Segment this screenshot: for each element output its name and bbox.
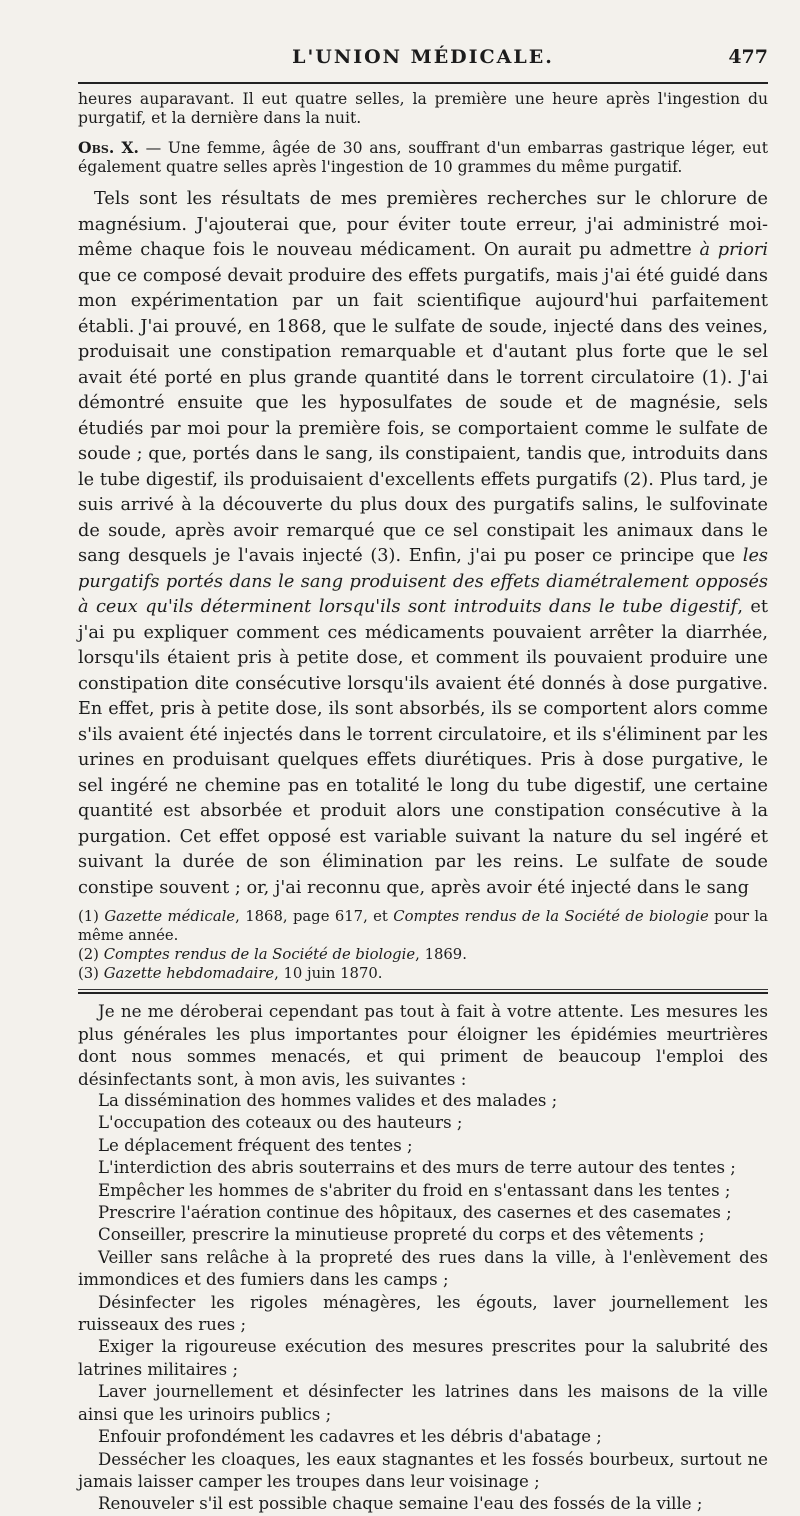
page [78, 42, 768, 1516]
list-item: L'interdiction des abris souterrains et des murs de terre autour des tentes ; [98, 1158, 736, 1178]
list-item: Exiger la rigoureuse exécution des mesures prescrites pour la salubrité des latrines militaires ; [78, 1337, 768, 1379]
list-item: Veiller sans relâche à la propreté des rues dans la ville, à l'enlèvement des immondices et des fumiers dans les camps ; [78, 1247, 768, 1290]
section-divider [78, 989, 768, 994]
observation-x [78, 138, 768, 177]
footnotes [78, 907, 768, 983]
list-item: Laver journellement et désinfecter les latrines dans les maisons de la ville ainsi que les urinoirs publics ; [78, 1382, 768, 1424]
section-measures [78, 1000, 768, 1516]
page-number: 477 [728, 46, 768, 68]
intro-paragraph: heures auparavant. Il eut quatre selles, la première une heure après l'ingestion du purgatif, et la dernière dans la nuit. [78, 90, 768, 127]
section-intro: Je ne me déroberai cependant pas tout à fait à votre attente. Les mesures les plus générales les plus importantes pour éloigner les épidémies meurtrières dont nous sommes menacés, et qui priment de beaucoup l'emploi des désinfectants sont, à mon avis, les suivantes : [78, 1001, 768, 1089]
observation-text: — Une femme, âgée de 30 ans, souffrant d'un embarras gastrique léger, eut également quatre selles après l'ingestion de 10 grammes du même purgatif. [78, 139, 768, 176]
list-item: L'occupation des coteaux ou des hauteurs ; [98, 1113, 463, 1133]
list-item: Prescrire l'aération continue des hôpitaux, des casernes et des casemates ; [98, 1203, 732, 1223]
main-text-1: Tels sont les résultats de mes premières recherches sur le chlorure de magnésium. J'ajouterai que, pour éviter toute erreur, j'ai administré moi-même chaque fois le nouveau médicament. On aurait pu admettre [78, 189, 768, 260]
list-item: Désinfecter les rigoles ménagères, les égouts, laver journellement les ruisseaux des rues ; [78, 1292, 768, 1335]
main-text-2: que ce composé devait produire des effets purgatifs, mais j'ai été guidé dans mon expérimentation par un fait scientifique aujourd'hui parfaitement établi. J'ai prouvé, en 1868, que le sulfate de soude, injecté dans des veines, produisait une constipation remarquable et d'autant plus forte que le sel avait été porté en plus grande quantité dans le torrent circulatoire (1). J'ai démontré ensuite que les hyposulfates de soude et de magnésie, sels étudiés par moi pour la première fois, se comportaient comme le sulfate de soude ; que, portés dans le sang, ils constipaient, tandis que, introduits dans le tube digestif, ils produisaient d'excellents effets purgatifs (2). Plus tard, je suis arrivé à la découverte du plus doux des purgatifs salins, le sulfovinate de soude, après avoir remarqué que ce sel constipait les animaux dans le sang desquels je l'avais injecté (3). Enfin, j'ai pu poser ce principe que [78, 265, 768, 566]
list-item: Conseiller, prescrire la minutieuse propreté du corps et des vêtements ; [98, 1225, 705, 1245]
list-item: Empêcher les hommes de s'abriter du froid en s'entassant dans les tentes ; [98, 1180, 731, 1200]
footnote-2: (2) Comptes rendus de la Société de biologie, 1869. [78, 946, 467, 963]
main-text-3: , et j'ai pu expliquer comment ces médicaments pouvaient arrêter la diarrhée, lorsqu'ils étaient pris à petite dose, et comment ils pouvaient produire une constipation dite consécutive lorsqu'ils avaient été donnés à dose purgative. En effet, pris à petite dose, ils sont absorbés, ils se comportent alors comme s'ils avaient été injectés dans le torrent circulatoire, et ils s'éliminent par les urines en produisant quelques effets diurétiques. Pris à dose purgative, le sel ingéré ne chemine pas en totalité le long du tube digestif, une certaine quantité est absorbée et produit alors une constipation consécutive à la purgation. Cet effet opposé est variable suivant la nature du sel ingéré et suivant la durée de son élimination par les reins. Le sulfate de soude constipe souvent ; or, j'ai reconnu que, après avoir été injecté dans le sang [78, 597, 768, 898]
list-item: Dessécher les cloaques, les eaux stagnantes et les fossés bourbeux, surtout ne jamais laisser camper les troupes dans leur voisinage ; [78, 1449, 768, 1491]
observation-label: Obs. X. [78, 138, 139, 157]
running-title: L'UNION MÉDICALE. [292, 46, 554, 68]
header-rule [78, 82, 768, 84]
main-emphasis-2: les purgatifs portés dans le sang produisent des effets diamétralement opposés à ceux qu'ils déterminent lorsqu'ils sont introduits dans le tube digestif [78, 546, 768, 617]
list-item: Renouveler s'il est possible chaque semaine l'eau des fossés de la ville ; [98, 1494, 703, 1514]
main-paragraph [78, 187, 768, 901]
footnote-3: (3) Gazette hebdomadaire, 10 juin 1870. [78, 965, 383, 982]
list-item: La dissémination des hommes valides et des malades ; [98, 1091, 558, 1110]
list-item: Enfouir profondément les cadavres et les débris d'abatage ; [98, 1427, 602, 1447]
list-item: Le déplacement fréquent des tentes ; [98, 1135, 413, 1155]
footnote-1: (1) Gazette médicale, 1868, page 617, et Comptes rendus de la Société de biologie pour la même année. [78, 908, 768, 944]
main-emphasis-1: à priori [699, 240, 768, 260]
measures-list [78, 1090, 768, 1516]
page-header [78, 42, 768, 78]
